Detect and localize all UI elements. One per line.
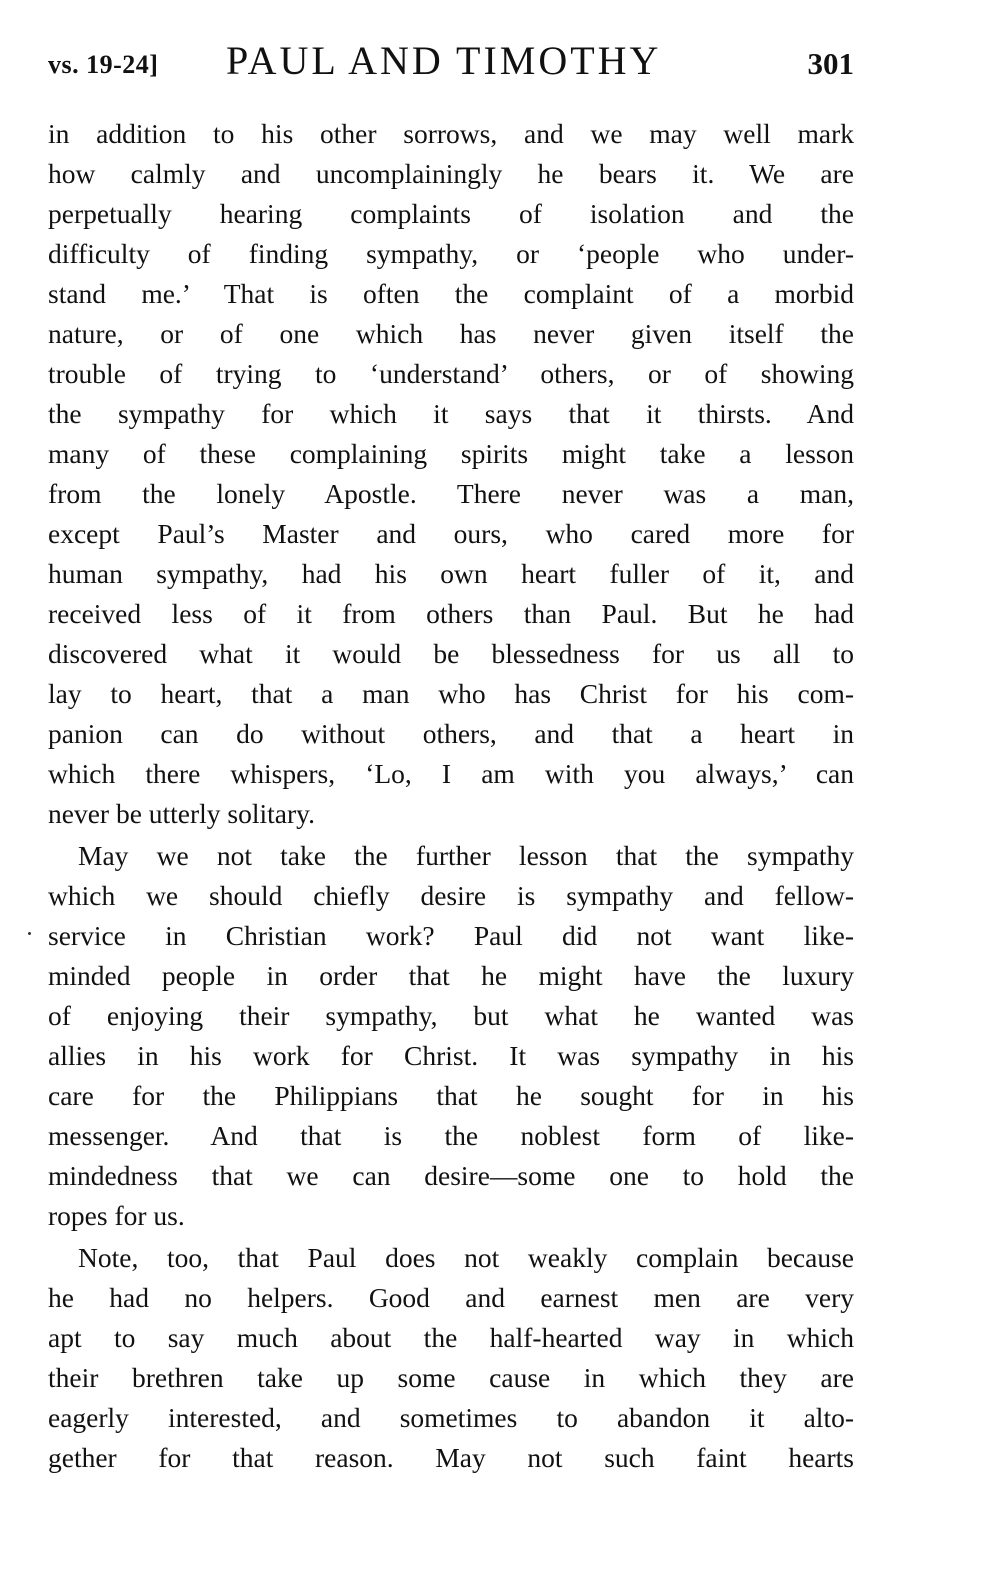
text-line: nature, or of one which has never given itself the (48, 318, 854, 349)
text-line: service in Christian work? Paul did not want like- (48, 920, 854, 951)
text-line: mindedness that we can desire—some one to hold the (48, 1160, 854, 1191)
text-line: apt to say much about the half-hearted way in which (48, 1322, 854, 1353)
paragraph (48, 114, 854, 834)
text-line: he had no helpers. Good and earnest men are very (48, 1282, 854, 1313)
text-line: allies in his work for Christ. It was sympathy in his (48, 1040, 854, 1071)
text-line: which we should chiefly desire is sympathy and fellow- (48, 880, 854, 911)
text-line: from the lonely Apostle. There never was a man, (48, 478, 854, 509)
verse-reference: vs. 19-24] (48, 50, 159, 79)
text-line: never be utterly solitary. (48, 798, 316, 829)
text-line: discovered what it would be blessedness for us all to (48, 638, 854, 669)
text-line: stand me.’ That is often the complaint of a morbid (48, 278, 854, 309)
text-line: messenger. And that is the noblest form of like- (48, 1120, 854, 1151)
text-line: trouble of trying to ‘understand’ others, or of showing (48, 358, 854, 389)
paragraph (48, 836, 854, 1236)
text-line: how calmly and uncomplainingly he bears it. We are (48, 158, 854, 189)
margin-mark (28, 932, 31, 935)
text-line: panion can do without others, and that a heart in (48, 718, 854, 749)
text-line: received less of it from others than Paul. But he had (48, 598, 854, 629)
text-line: except Paul’s Master and ours, who cared more for (48, 518, 854, 549)
text-line: difficulty of finding sympathy, or ‘people who under- (48, 238, 854, 269)
paragraph (48, 1238, 854, 1478)
text-line: ropes for us. (48, 1200, 185, 1231)
text-line: Note, too, that Paul does not weakly complain because (78, 1242, 854, 1273)
text-line: lay to heart, that a man who has Christ for his com- (48, 678, 854, 709)
text-line: of enjoying their sympathy, but what he wanted was (48, 1000, 854, 1031)
page-number: 301 (807, 46, 854, 81)
text-line: May we not take the further lesson that the sympathy (78, 840, 854, 871)
text-line: human sympathy, had his own heart fuller of it, and (48, 558, 854, 589)
text-line: care for the Philippians that he sought for in his (48, 1080, 854, 1111)
body-text (48, 114, 854, 1478)
text-line: eagerly interested, and sometimes to abandon it alto- (48, 1402, 854, 1433)
running-header (48, 36, 854, 92)
text-line: perpetually hearing complaints of isolation and the (48, 198, 854, 229)
text-line: many of these complaining spirits might take a lesson (48, 438, 854, 469)
text-line: which there whispers, ‘Lo, I am with you always,’ can (48, 758, 854, 789)
text-line: in addition to his other sorrows, and we may well mark (48, 118, 854, 149)
text-line: minded people in order that he might have the luxury (48, 960, 854, 991)
text-line: their brethren take up some cause in which they are (48, 1362, 854, 1393)
text-line: gether for that reason. May not such faint hearts (48, 1442, 854, 1473)
running-title: PAUL AND TIMOTHY (226, 38, 662, 83)
text-line: the sympathy for which it says that it thirsts. And (48, 398, 854, 429)
